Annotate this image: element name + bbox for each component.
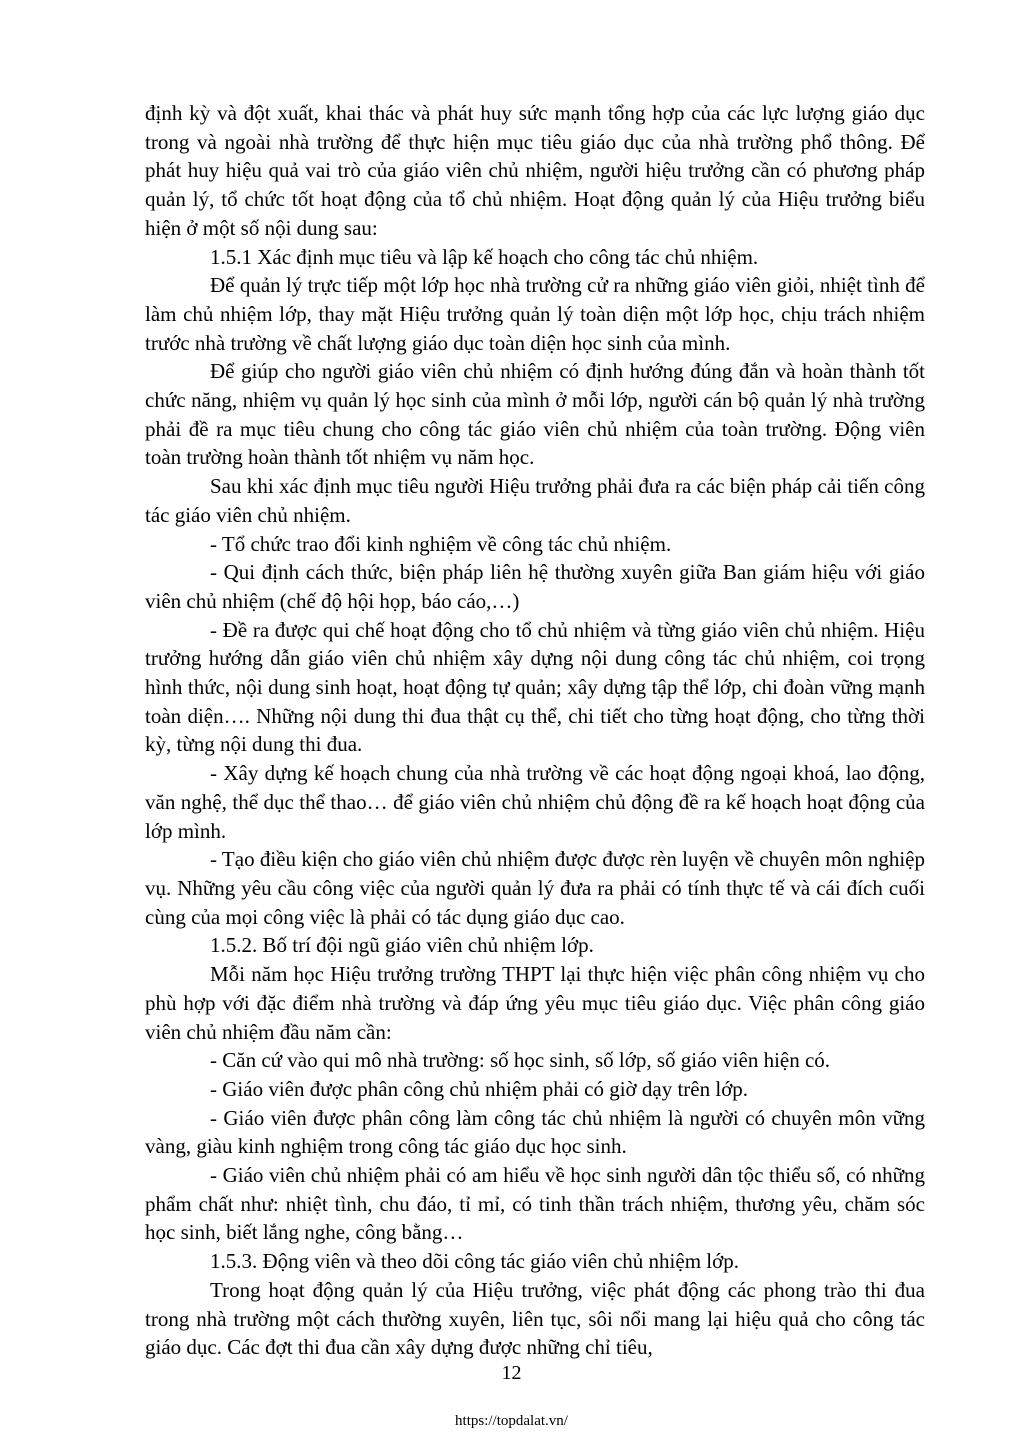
- paragraph: Sau khi xác định mục tiêu người Hiệu trưởng phải đưa ra các biện pháp cải tiến công tác giáo viên chủ nhiệm.: [145, 474, 925, 527]
- list-item: - Giáo viên được phân công chủ nhiệm phải có giờ dạy trên lớp.: [210, 1076, 749, 1101]
- paragraph: định kỳ và đột xuất, khai thác và phát huy sức mạnh tổng hợp của các lực lượng giáo dục trong và ngoài nhà trường để thực hiện mục tiêu giáo dục của nhà trường phổ thông. Để phát huy hiệu quả vai trò của giáo viên chủ nhiệm, người hiệu trưởng cần có phương pháp quản lý, tổ chức tốt hoạt động của tổ chủ nhiệm. Hoạt động quản lý của Hiệu trưởng biểu hiện ở một số nội dung sau:: [145, 101, 925, 240]
- section-heading: 1.5.3. Động viên và theo dõi công tác giáo viên chủ nhiệm lớp.: [210, 1249, 739, 1274]
- list-item: - Giáo viên chủ nhiệm phải có am hiểu về học sinh người dân tộc thiểu số, có những phẩm chất như: nhiệt tình, chu đáo, tỉ mỉ, có tinh thần trách nhiệm, thương yêu, chăm sóc học sinh, biết lắng nghe, công bằng…: [145, 1163, 925, 1245]
- list-item: - Qui định cách thức, biện pháp liên hệ thường xuyên giữa Ban giám hiệu với giáo viên chủ nhiệm (chế độ hội họp, báo cáo,…): [145, 560, 925, 613]
- list-item: - Căn cứ vào qui mô nhà trường: số học sinh, số lớp, số giáo viên hiện có.: [210, 1048, 831, 1073]
- list-item: - Tạo điều kiện cho giáo viên chủ nhiệm được được rèn luyện về chuyên môn nghiệp vụ. Những yêu cầu công việc của người quản lý đưa ra phải có tính thực tế và cái đích cuối cùng của mọi công việc là phải có tác dụng giáo dục cao.: [145, 847, 925, 929]
- paragraph: Để giúp cho người giáo viên chủ nhiệm có định hướng đúng đắn và hoàn thành tốt chức năng, nhiệm vụ quản lý học sinh của mình ở mỗi lớp, người cán bộ quản lý nhà trường phải đề ra mục tiêu chung cho công tác giáo viên chủ nhiệm của toàn trường. Động viên toàn trường hoàn thành tốt nhiệm vụ năm học.: [145, 359, 925, 470]
- footer-url[interactable]: https://topdalat.vn/: [455, 1413, 568, 1429]
- list-item: - Giáo viên được phân công làm công tác chủ nhiệm là người có chuyên môn vững vàng, giàu kinh nghiệm trong công tác giáo dục học sinh.: [145, 1105, 925, 1159]
- list-item: - Xây dựng kế hoạch chung của nhà trường về các hoạt động ngoại khoá, lao động, văn nghệ, thể dục thể thao… để giáo viên chủ nhiệm chủ động đề ra kế hoạch hoạt động của lớp mình.: [145, 761, 925, 843]
- paragraph: Mỗi năm học Hiệu trưởng trường THPT lại thực hiện việc phân công nhiệm vụ cho phù hợp với đặc điểm nhà trường và đáp ứng yêu mục tiêu giáo dục. Việc phân công giáo viên chủ nhiệm đầu năm cần:: [145, 962, 925, 1044]
- list-item: - Tổ chức trao đổi kinh nghiệm về công tác chủ nhiệm.: [210, 531, 672, 556]
- page-number: 12: [501, 1362, 522, 1384]
- paragraph: Để quản lý trực tiếp một lớp học nhà trường cử ra những giáo viên giỏi, nhiệt tình để làm chủ nhiệm lớp, thay mặt Hiệu trưởng quản lý toàn diện một lớp học, chịu trách nhiệm trước nhà trường về chất lượng giáo dục toàn diện học sinh của mình.: [145, 273, 925, 355]
- list-item: - Đề ra được qui chế hoạt động cho tổ chủ nhiệm và từng giáo viên chủ nhiệm. Hiệu trưởng hướng dẫn giáo viên chủ nhiệm xây dựng nội dung công tác chủ nhiệm, coi trọng hình thức, nội dung sinh hoạt, hoạt động tự quản; xây dựng tập thể lớp, chi đoàn vững mạnh toàn diện…. Những nội dung thi đua thật cụ thể, chi tiết cho từng hoạt động, cho từng thời kỳ, từng nội dung thi đua.: [145, 617, 925, 757]
- section-heading: 1.5.2. Bố trí đội ngũ giáo viên chủ nhiệm lớp.: [210, 933, 594, 958]
- paragraph: Trong hoạt động quản lý của Hiệu trưởng, việc phát động các phong trào thi đua trong nhà trường một cách thường xuyên, liên tục, sôi nổi mang lại hiệu quả cho công tác giáo dục. Các đợt thi đua cần xây dựng được những chỉ tiêu,: [145, 1277, 925, 1360]
- section-heading: 1.5.1 Xác định mục tiêu và lập kế hoạch cho công tác chủ nhiệm.: [210, 244, 759, 269]
- body-text: [145, 99, 925, 1362]
